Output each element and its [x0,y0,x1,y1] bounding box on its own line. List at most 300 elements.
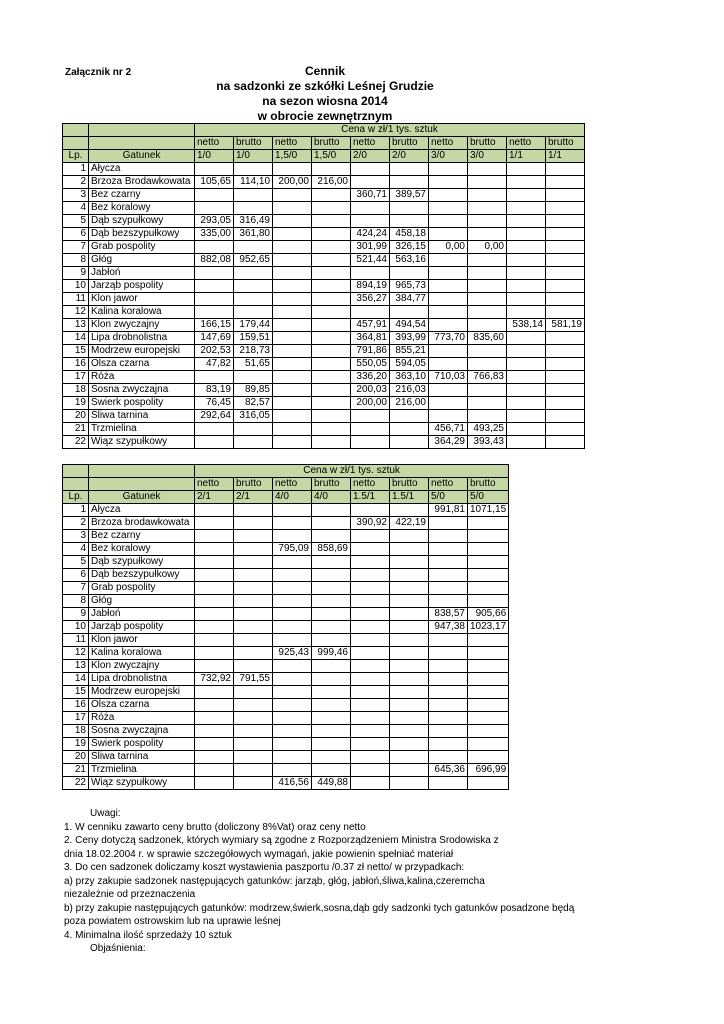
price-cell [390,621,429,634]
price-cell [468,699,509,712]
row-number: 2 [63,176,89,189]
price-cell [351,764,390,777]
age-class-header: 1.5/1 [351,491,390,504]
species-name: Świerk pospolity [89,397,195,410]
table-row [63,582,509,595]
price-cell [507,423,546,436]
price-cell [351,202,390,215]
price-cell [234,686,273,699]
price-cell: 200,00 [273,176,312,189]
price-cell: 384,77 [390,293,429,306]
price-cell [312,202,351,215]
price-cell [390,530,429,543]
price-type-header: netto [195,478,234,491]
price-cell [195,751,234,764]
species-header: Gatunek [89,491,195,504]
species-name: Bez czarny [89,189,195,202]
price-cell [468,569,509,582]
price-cell [390,660,429,673]
table-row [63,358,585,371]
price-cell [507,306,546,319]
species-name: Śliwa tarnina [89,751,195,764]
price-cell [351,543,390,556]
price-cell [468,634,509,647]
price-cell [468,384,507,397]
price-cell: 766,83 [468,371,507,384]
species-name: Głóg [89,595,195,608]
price-cell [429,582,468,595]
price-cell [468,254,507,267]
price-cell: 581,19 [546,319,585,332]
price-cell [273,725,312,738]
price-cell [273,267,312,280]
species-name: Sosna zwyczajna [89,384,195,397]
price-cell [507,410,546,423]
price-cell [468,397,507,410]
price-cell [273,293,312,306]
price-cell [390,738,429,751]
species-name: Ałycza [89,163,195,176]
price-cell [429,293,468,306]
row-number: 7 [63,582,89,595]
price-cell [273,215,312,228]
table-row [63,595,509,608]
price-cell [390,569,429,582]
price-type-header: netto [351,137,390,150]
price-cell: 356,27 [351,293,390,306]
price-cell [351,725,390,738]
row-number: 21 [63,764,89,777]
price-cell [234,660,273,673]
price-cell [312,358,351,371]
price-cell [234,764,273,777]
price-cell [273,241,312,254]
price-cell [234,189,273,202]
table-row [63,699,509,712]
price-cell [468,267,507,280]
species-name: Sosna zwyczajna [89,725,195,738]
species-name: Olsza czarna [89,358,195,371]
species-name: Jarząb pospolity [89,621,195,634]
price-cell [195,530,234,543]
price-cell [351,176,390,189]
row-number: 10 [63,280,89,293]
price-cell [195,280,234,293]
price-cell [312,569,351,582]
price-cell [390,595,429,608]
age-class-header: 3/0 [468,150,507,163]
price-cell [312,517,351,530]
price-cell [546,397,585,410]
title-line: na sadzonki ze szkółki Leśnej Grudzie [216,79,434,93]
table-row [63,280,585,293]
price-cell [351,267,390,280]
notes-section [64,807,644,956]
price-type-header: brutto [390,137,429,150]
row-number: 6 [63,569,89,582]
price-cell: 521,44 [351,254,390,267]
price-cell [468,777,509,790]
table-row [63,634,509,647]
price-cell [273,371,312,384]
price-cell [312,293,351,306]
price-cell: 991,81 [429,504,468,517]
price-cell: 360,71 [351,189,390,202]
title-line: w obrocie zewnętrznym [257,109,393,123]
price-cell: 732,92 [195,673,234,686]
note-line: b) przy zakupie następujących gatunków: modrzew,świerk,sosna,dąb gdy sadzonki tych gatunków posadzone będą [64,902,575,914]
price-cell: 538,14 [507,319,546,332]
table-row [63,673,509,686]
price-cell: 364,81 [351,332,390,345]
price-cell [195,423,234,436]
price-cell [429,384,468,397]
price-cell: 316,05 [234,410,273,423]
species-name: Róża [89,371,195,384]
price-cell [312,215,351,228]
price-cell [273,595,312,608]
species-name: Olsza czarna [89,699,195,712]
price-cell [468,712,509,725]
age-class-header: 2/1 [234,491,273,504]
price-cell [234,241,273,254]
row-number: 18 [63,725,89,738]
table-row [63,345,585,358]
table-row [63,189,585,202]
notes-footer: Objaśnienia: [90,943,146,954]
species-name: Trzmielina [89,423,195,436]
species-name: Bez czarny [89,530,195,543]
table-row [63,738,509,751]
price-cell [546,215,585,228]
price-cell [468,686,509,699]
price-cell [429,345,468,358]
price-cell [507,163,546,176]
price-cell [234,777,273,790]
price-cell [351,673,390,686]
price-cell [195,712,234,725]
price-cell: 390,92 [351,517,390,530]
note-line: 3. Do cen sadzonek doliczamy koszt wystawienia paszportu /0.37 zł netto/ w przypadkach: [64,862,465,873]
price-cell: 76,45 [195,397,234,410]
price-cell [195,595,234,608]
price-cell [390,423,429,436]
table-row [63,751,509,764]
price-cell [273,423,312,436]
price-cell [234,569,273,582]
price-cell: 179,44 [234,319,273,332]
species-name: Brzoza Brodawkowata [89,176,195,189]
table-row [63,647,509,660]
row-number: 19 [63,738,89,751]
species-name: Bez koralowy [89,202,195,215]
header-blank [63,465,89,478]
price-cell [507,280,546,293]
price-cell [429,751,468,764]
price-cell [390,777,429,790]
price-cell [195,189,234,202]
price-cell [273,397,312,410]
row-number: 8 [63,254,89,267]
price-cell [468,228,507,241]
price-cell [546,345,585,358]
price-cell: 202,53 [195,345,234,358]
species-name: Bez koralowy [89,543,195,556]
species-name: Klon jawor [89,634,195,647]
price-cell [195,267,234,280]
price-cell [390,673,429,686]
price-cell: 456,71 [429,423,468,436]
price-cell [273,228,312,241]
price-cell: 594,05 [390,358,429,371]
price-cell [195,241,234,254]
species-name: Klon zwyczajny [89,660,195,673]
age-class-header: 4/0 [273,491,312,504]
price-cell [273,556,312,569]
price-cell [351,215,390,228]
species-name: Lipa drobnolistna [89,673,195,686]
species-name: Róża [89,712,195,725]
header-blank [63,137,89,150]
price-cell [273,319,312,332]
price-cell [234,634,273,647]
price-cell [273,686,312,699]
price-cell [468,345,507,358]
price-cell [429,660,468,673]
price-type-header: brutto [312,478,351,491]
price-cell [273,504,312,517]
row-number: 13 [63,660,89,673]
price-cell [507,215,546,228]
price-cell [273,332,312,345]
price-cell [507,267,546,280]
table-row [63,423,585,436]
row-number: 15 [63,345,89,358]
price-cell: 105,65 [195,176,234,189]
note-line: 2. Ceny dotyczą sadzonek, których wymiary są zgodne z Rozporządzeniem Ministra Srodowiska z [64,835,499,846]
price-cell: 795,09 [273,543,312,556]
price-cell [507,254,546,267]
table-row [63,436,585,449]
table-row [63,556,509,569]
price-cell [195,543,234,556]
price-cell: 301,99 [351,241,390,254]
price-cell [312,397,351,410]
table-row [63,569,509,582]
price-cell [351,595,390,608]
price-cell: 773,70 [429,332,468,345]
note-line: dnia 18.02.2004 r. w sprawie szczegółowych wymagań, jakie powienin spełniać materiał [64,848,454,860]
price-cell [312,504,351,517]
price-cell [351,608,390,621]
age-class-header: 1/1 [507,150,546,163]
price-cell [351,751,390,764]
header-blank [89,124,195,137]
price-cell: 216,00 [312,176,351,189]
age-class-header: 1/0 [234,150,273,163]
price-cell [312,725,351,738]
price-cell [390,436,429,449]
price-cell: 947,38 [429,621,468,634]
price-cell [312,712,351,725]
species-name: Wiąz szypułkowy [89,436,195,449]
price-cell: 965,73 [390,280,429,293]
table-row [63,725,509,738]
price-cell: 1071,15 [468,504,509,517]
price-cell [234,436,273,449]
price-cell [390,699,429,712]
price-cell [546,254,585,267]
price-cell [351,410,390,423]
price-cell: 218,73 [234,345,273,358]
row-number: 12 [63,647,89,660]
price-cell [390,764,429,777]
price-cell [195,686,234,699]
price-cell [468,202,507,215]
price-cell: 216,00 [390,397,429,410]
price-cell [234,647,273,660]
price-cell [429,163,468,176]
price-cell [312,371,351,384]
price-cell [234,293,273,306]
row-number: 2 [63,517,89,530]
price-cell [312,556,351,569]
price-cell [546,202,585,215]
price-cell [312,241,351,254]
header-blank [63,478,89,491]
price-cell [429,358,468,371]
price-cell [468,189,507,202]
species-name: Głóg [89,254,195,267]
price-cell [390,725,429,738]
price-cell: 47,82 [195,358,234,371]
price-cell [390,176,429,189]
price-cell [195,504,234,517]
price-cell: 791,55 [234,673,273,686]
price-cell [273,608,312,621]
price-cell [273,345,312,358]
price-cell: 336,20 [351,371,390,384]
price-cell [546,163,585,176]
table-row [63,504,509,517]
price-cell [507,371,546,384]
row-number: 16 [63,358,89,371]
price-cell [312,582,351,595]
price-cell [351,647,390,660]
table-row [63,293,585,306]
age-class-header: 4/0 [312,491,351,504]
table-row [63,176,585,189]
species-name: Dąb szypułkowy [89,556,195,569]
price-cell [429,397,468,410]
row-number: 10 [63,621,89,634]
price-cell [429,215,468,228]
price-cell [351,423,390,436]
price-cell [273,410,312,423]
lp-header: Lp. [63,150,89,163]
row-number: 17 [63,712,89,725]
price-cell [546,176,585,189]
price-cell: 363,10 [390,371,429,384]
price-cell [312,254,351,267]
price-cell [546,423,585,436]
age-class-header: 5/0 [429,491,468,504]
note-line: poza powiatem ostrowskim lub na uprawie leśnej [64,916,281,927]
price-cell [546,189,585,202]
price-cell [312,306,351,319]
price-cell [351,621,390,634]
price-cell [468,358,507,371]
price-cell [312,673,351,686]
price-type-header: netto [507,137,546,150]
price-cell [312,163,351,176]
price-cell [273,582,312,595]
header-blank [89,137,195,150]
price-header: Cena w zł/1 tys. sztuk [195,124,585,137]
title-line: na sezon wiosna 2014 [262,94,388,108]
table-row [63,410,585,423]
price-cell [273,517,312,530]
price-cell [390,202,429,215]
price-cell [273,634,312,647]
price-cell [195,634,234,647]
species-name: Dąb szypułkowy [89,215,195,228]
price-cell [429,228,468,241]
price-cell [273,699,312,712]
species-name: Jarząb pospolity [89,280,195,293]
price-table-1 [62,123,585,449]
price-cell [273,436,312,449]
price-cell [273,569,312,582]
price-cell [312,319,351,332]
price-cell [195,777,234,790]
table-row [63,543,509,556]
species-name: Brzoza brodawkowata [89,517,195,530]
row-number: 16 [63,699,89,712]
price-cell [273,189,312,202]
row-number: 6 [63,228,89,241]
price-cell [195,569,234,582]
price-cell: 855,21 [390,345,429,358]
price-cell [234,163,273,176]
price-cell: 82,57 [234,397,273,410]
price-cell [234,530,273,543]
price-cell [273,673,312,686]
price-cell [429,712,468,725]
row-number: 4 [63,202,89,215]
price-header: Cena w zł/1 tys. sztuk [195,465,509,478]
price-cell [312,608,351,621]
price-cell [195,371,234,384]
price-cell [273,358,312,371]
price-cell [351,582,390,595]
row-number: 9 [63,267,89,280]
price-type-header: brutto [234,137,273,150]
price-cell [273,202,312,215]
price-cell: 89,85 [234,384,273,397]
price-cell [429,725,468,738]
price-cell [234,517,273,530]
price-type-header: netto [273,478,312,491]
species-name: Klon zwyczajny [89,319,195,332]
price-cell [429,267,468,280]
price-cell [429,556,468,569]
age-class-header: 1,5/0 [273,150,312,163]
row-number: 12 [63,306,89,319]
species-name: Trzmielina [89,764,195,777]
price-cell [312,634,351,647]
row-number: 5 [63,556,89,569]
